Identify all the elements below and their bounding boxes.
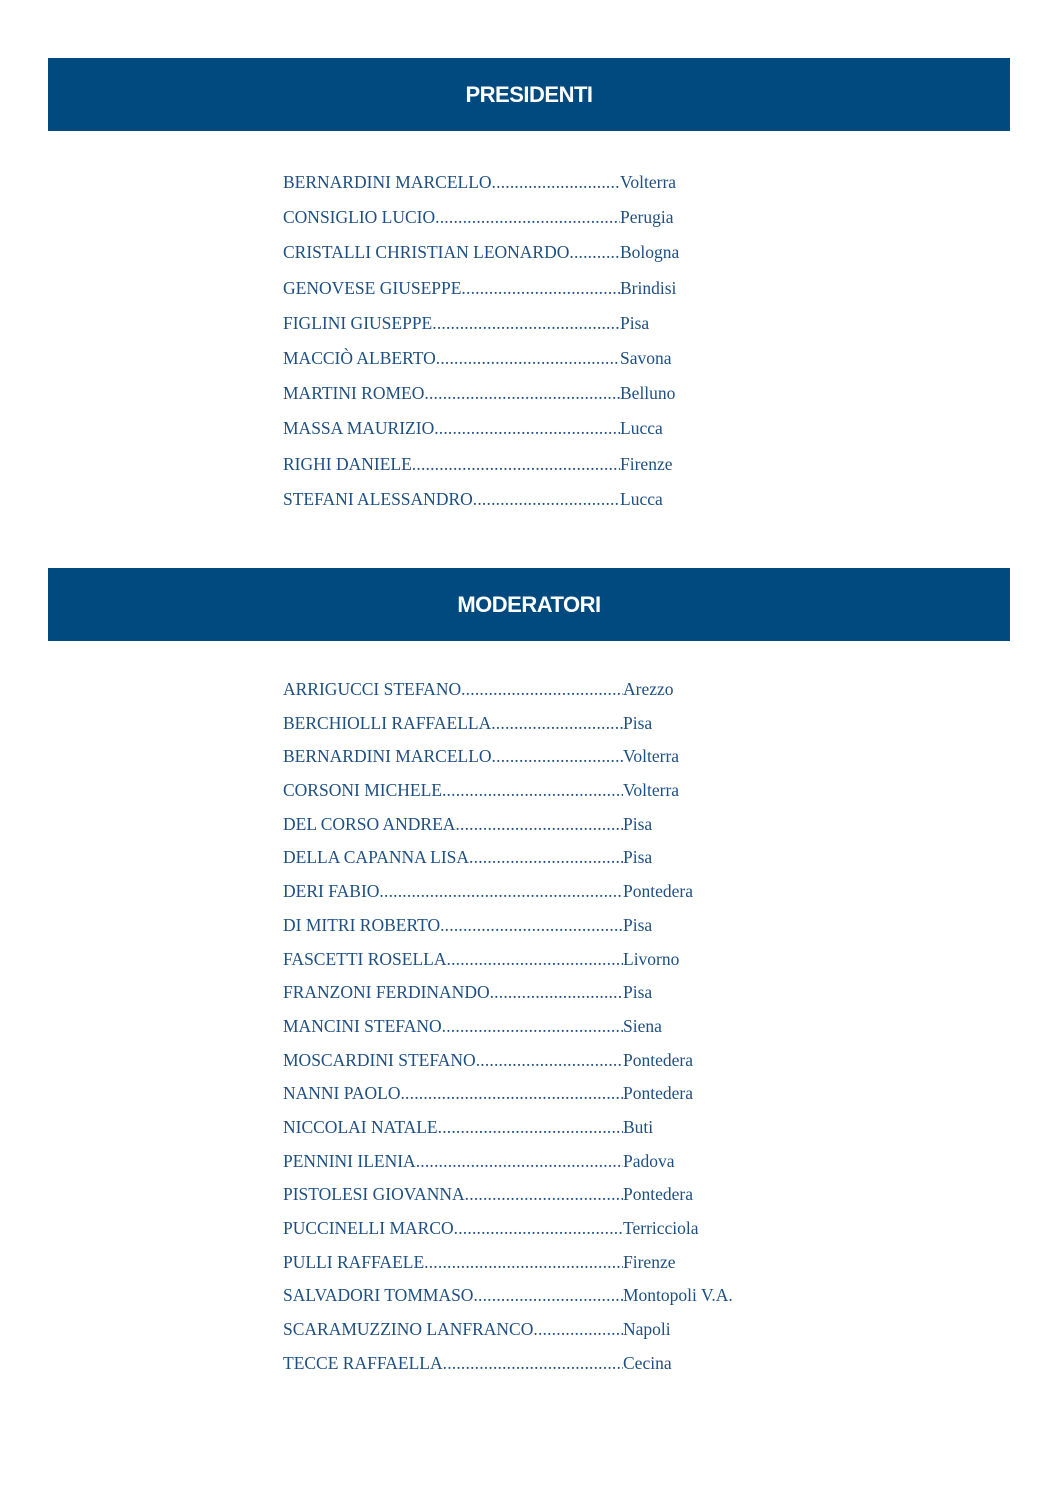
dot-leader [416,1153,623,1171]
dot-leader [442,1018,623,1036]
entry-name: SCARAMUZZINO LANFRANCO [283,1319,534,1340]
list-item [283,948,733,985]
entry-city: Pisa [623,712,653,733]
list-item [283,347,679,385]
list-item [283,420,679,455]
entry-name: PENNINI ILENIA [283,1150,416,1171]
entry-name: FASCETTI ROSELLA [283,948,447,969]
moderatori-title: MODERATORI [457,591,601,617]
entry-city: Belluno [620,383,676,404]
entry-name: DELLA CAPANNA LISA [283,847,470,868]
dot-leader [436,350,620,368]
entry-name: NANNI PAOLO [283,1083,401,1104]
dot-leader [434,420,620,438]
entry-city: Pisa [623,914,653,935]
list-item [283,984,733,1018]
entry-city: Pisa [620,312,650,333]
dot-leader [432,315,620,333]
entry-city: Volterra [623,780,680,801]
entry-name: MANCINI STEFANO [283,1015,442,1036]
dot-leader [569,244,620,262]
entry-name: PULLI RAFFAELE [283,1251,425,1272]
entry-city: Bologna [620,242,680,263]
entry-city: Volterra [623,746,680,767]
entry-name: FIGLINI GIUSEPPE [283,312,433,333]
list-item [283,277,679,315]
dot-leader [490,984,623,1002]
list-item [283,1150,733,1187]
entry-name: BERCHIOLLI RAFFAELLA [283,712,492,733]
dot-leader [533,1321,623,1339]
entry-name: GENOVESE GIUSEPPE [283,277,462,298]
entry-city: Firenze [620,453,673,474]
list-item [283,1352,733,1389]
dot-leader [492,174,620,192]
list-item [283,782,733,816]
list-item [283,914,733,951]
entry-name: ARRIGUCCI STEFANO [283,679,462,699]
entry-city: Buti [623,1116,654,1137]
entry-city: Napoli [623,1319,671,1340]
entry-city: Livorno [623,948,680,969]
dot-leader [473,491,620,509]
list-item [283,453,679,491]
entry-city: Volterra [620,172,677,192]
list-item [283,1049,733,1086]
dot-leader [454,1220,623,1238]
entry-name: MACCIÒ ALBERTO [283,347,436,368]
dot-leader [447,951,624,969]
list-item [283,312,679,350]
entry-name: CORSONI MICHELE [283,780,442,801]
entry-city: Pisa [623,982,653,1003]
entry-name: BERNARDINI MARCELLO [283,172,492,192]
entry-name: MARTINI ROMEO [283,383,425,404]
entry-name: PISTOLESI GIOVANNA [283,1184,465,1205]
entry-name: TECCE RAFFAELLA [283,1352,443,1373]
entry-city: Brindisi [620,277,677,298]
list-item [283,883,733,917]
list-item [283,1220,733,1254]
dot-leader [492,748,623,766]
list-item [283,244,679,279]
entry-name: BERNARDINI MARCELLO [283,746,492,767]
list-item [283,1321,733,1355]
moderatori-list [283,681,733,1388]
dot-leader [476,1052,623,1070]
list-item [283,748,733,782]
entry-name: FRANZONI FERDINANDO [283,982,490,1003]
dot-leader [400,1085,623,1103]
entry-city: Montopoli V.A. [623,1285,733,1306]
dot-leader [443,1355,623,1373]
entry-name: SALVADORI TOMMASO [283,1285,474,1306]
list-item [283,174,679,209]
entry-city: Lucca [620,418,663,439]
dot-leader [442,782,623,800]
entry-name: CRISTALLI CHRISTIAN LEONARDO [283,242,570,263]
presidenti-list [283,174,679,526]
entry-city: Terricciola [623,1218,699,1238]
entry-name: DI MITRI ROBERTO [283,914,441,935]
presidenti-header [48,58,1010,131]
entry-city: Padova [623,1150,675,1171]
list-item [283,712,733,749]
dot-leader [435,209,620,227]
entry-city: Firenze [623,1251,676,1272]
entry-name: CONSIGLIO LUCIO [283,207,436,228]
list-item [283,849,733,883]
dot-leader [491,715,623,733]
dot-leader [461,681,623,699]
dot-leader [461,280,620,298]
list-item [283,1085,733,1119]
dot-leader [473,1287,623,1305]
list-item [283,1186,733,1220]
entry-name: DEL CORSO ANDREA [283,813,456,834]
list-item [283,209,679,244]
dot-leader [455,816,623,834]
entry-name: RIGHI DANIELE [283,453,412,474]
entry-city: Pisa [623,813,653,834]
entry-name: STEFANI ALESSANDRO [283,488,473,509]
entry-city: Arezzo [623,679,674,699]
entry-city: Pisa [623,847,653,868]
list-item [283,1287,733,1321]
list-item [283,1116,733,1153]
dot-leader [424,385,620,403]
entry-name: NICCOLAI NATALE [283,1116,438,1137]
list-item [283,385,679,420]
list-item [283,488,679,526]
entry-city: Pontedera [623,1049,693,1070]
entry-city: Siena [623,1015,662,1036]
dot-leader [438,1119,623,1137]
dot-leader [465,1186,623,1204]
entry-city: Pontedera [623,1083,693,1104]
entry-name: DERI FABIO [283,881,380,902]
entry-city: Pontedera [623,1184,693,1205]
entry-city: Savona [620,347,672,368]
dot-leader [379,883,623,901]
list-item [283,1015,733,1052]
presidenti-title: PRESIDENTI [465,81,593,107]
moderatori-header [48,568,1010,641]
entry-name: MOSCARDINI STEFANO [283,1049,476,1070]
entry-city: Cecina [623,1352,672,1373]
entry-name: PUCCINELLI MARCO [283,1218,454,1238]
list-item [283,1251,733,1288]
dot-leader [469,849,623,867]
dot-leader [440,917,623,935]
dot-leader [424,1254,623,1272]
list-item [283,681,733,715]
entry-city: Lucca [620,488,663,509]
entry-name: MASSA MAURIZIO [283,418,435,439]
entry-city: Perugia [620,207,674,228]
dot-leader [412,456,620,474]
list-item [283,813,733,850]
entry-city: Pontedera [623,881,693,902]
